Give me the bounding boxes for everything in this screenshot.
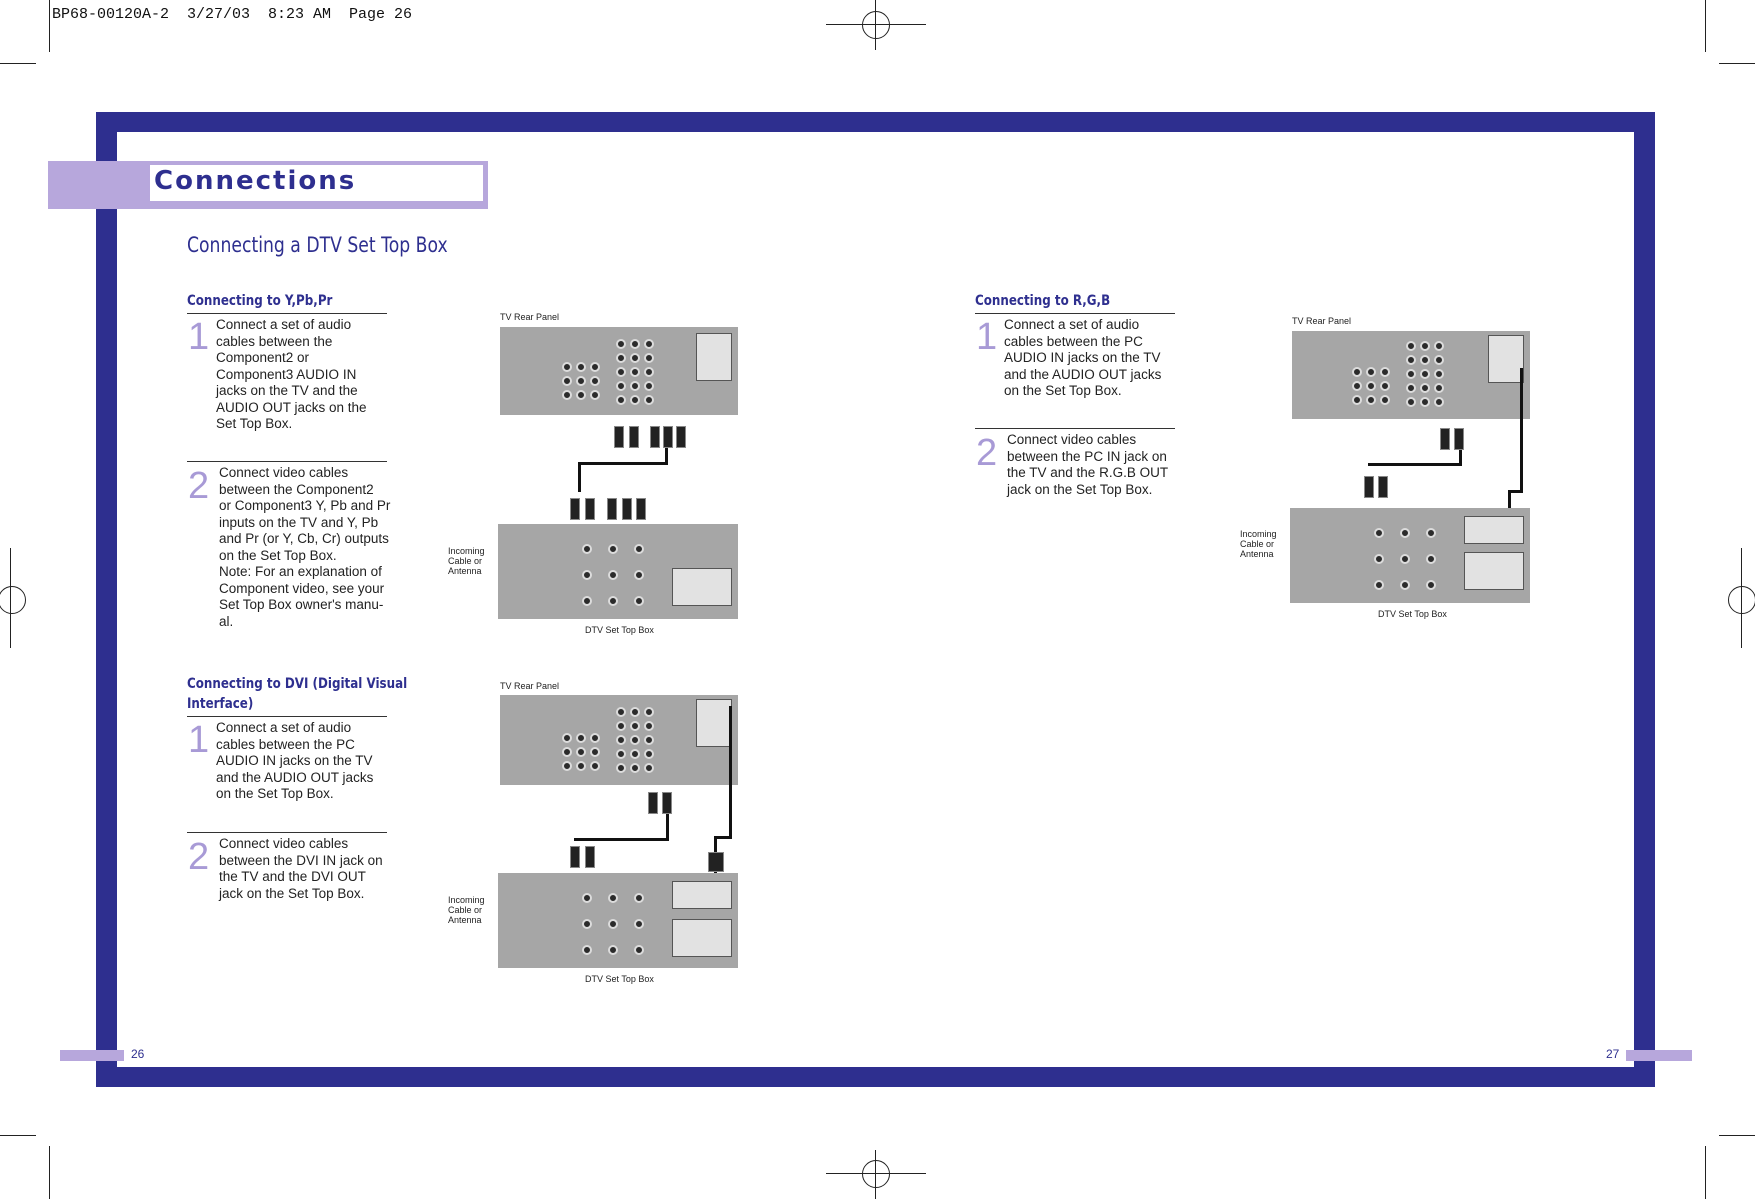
jack-group bbox=[562, 733, 600, 771]
crop-mark bbox=[1719, 1135, 1755, 1136]
crop-mark bbox=[826, 1173, 926, 1174]
dtv-set-top-box bbox=[498, 873, 738, 968]
monitor-output-block bbox=[672, 919, 732, 957]
divider bbox=[187, 832, 387, 833]
dvi-heading: Connecting to DVI (Digital Visual bbox=[187, 676, 408, 692]
jack-group bbox=[1374, 528, 1436, 590]
cable-plug bbox=[636, 498, 646, 520]
incoming-cable-label: Incoming Cable or Antenna bbox=[448, 546, 485, 576]
jack-group bbox=[1406, 341, 1444, 407]
incoming-cable-label: Incoming Cable or Antenna bbox=[448, 895, 485, 925]
step-number: 2 bbox=[188, 465, 210, 507]
cable-plug bbox=[676, 426, 686, 448]
pc-input-block bbox=[1488, 335, 1524, 383]
crop-mark bbox=[1705, 0, 1706, 52]
dvi-heading-continued: Interface) bbox=[187, 696, 254, 712]
dvi-output-block bbox=[1464, 516, 1524, 544]
cable-plug bbox=[622, 498, 632, 520]
tv-rear-panel-label: TV Rear Panel bbox=[1292, 316, 1352, 326]
crop-mark bbox=[875, 0, 876, 50]
divider bbox=[187, 716, 387, 717]
cable bbox=[1520, 368, 1523, 492]
cable bbox=[729, 706, 732, 836]
cable-plug bbox=[1440, 428, 1450, 450]
step-number: 1 bbox=[976, 316, 998, 358]
cable-plug bbox=[1378, 476, 1388, 498]
divider bbox=[187, 461, 387, 462]
cable-plug bbox=[650, 426, 660, 448]
cable bbox=[665, 448, 668, 464]
cable bbox=[1368, 463, 1462, 466]
cable bbox=[574, 838, 669, 841]
step-number: 1 bbox=[188, 316, 210, 358]
dtv-set-top-box-label: DTV Set Top Box bbox=[585, 974, 654, 984]
jack-group bbox=[1352, 367, 1390, 405]
step-number: 2 bbox=[188, 836, 210, 878]
incoming-cable-label: Incoming Cable or Antenna bbox=[1240, 529, 1277, 559]
cable-plug bbox=[648, 792, 658, 814]
dtv-set-top-box-label: DTV Set Top Box bbox=[1378, 609, 1447, 619]
page-tab-right bbox=[1626, 1050, 1692, 1061]
cable-plug bbox=[629, 426, 639, 448]
monitor-output-block bbox=[1464, 552, 1524, 590]
jack-group bbox=[616, 707, 654, 773]
cable-plug bbox=[570, 498, 580, 520]
registration-mark-icon bbox=[862, 11, 890, 39]
divider bbox=[975, 428, 1175, 429]
divider bbox=[187, 313, 387, 314]
dtv-set-top-box bbox=[1290, 508, 1530, 603]
tv-rear-panel-label: TV Rear Panel bbox=[500, 681, 560, 691]
cable-plug bbox=[585, 846, 595, 868]
page-title: Connecting a DTV Set Top Box bbox=[187, 233, 448, 257]
crop-mark bbox=[49, 0, 50, 52]
tv-rear-panel bbox=[1292, 331, 1530, 419]
dvi-connector bbox=[708, 852, 724, 872]
cable bbox=[578, 462, 668, 465]
crop-mark bbox=[1719, 63, 1755, 64]
crop-mark bbox=[826, 24, 926, 25]
jack-group bbox=[582, 893, 644, 955]
crop-mark bbox=[1705, 1146, 1706, 1199]
cable bbox=[666, 814, 669, 840]
cable bbox=[578, 462, 581, 492]
cable-plug bbox=[607, 498, 617, 520]
cable-plug bbox=[663, 426, 673, 448]
step-text: Connect a set of audio cables between the PC AUDIO IN jacks on the TV and the AUDIO OUT jacks on the Set Top Box. bbox=[1004, 317, 1162, 398]
pc-input-block bbox=[696, 699, 732, 747]
registration-mark-icon bbox=[862, 1160, 890, 1188]
registration-mark-icon bbox=[0, 586, 26, 614]
cable-plug bbox=[1454, 428, 1464, 450]
section-title: Connections bbox=[154, 166, 357, 196]
step-text: Connect video cables between the PC IN jack on the TV and the R.G.B OUT jack on the Set Top Box. bbox=[1007, 432, 1169, 497]
crop-mark bbox=[0, 63, 36, 64]
cable-plug bbox=[614, 426, 624, 448]
jack-group bbox=[562, 362, 600, 400]
page-tab-left bbox=[60, 1050, 124, 1061]
divider bbox=[975, 313, 1175, 314]
step-text: Connect a set of audio cables between the PC AUDIO IN jacks on the TV and the AUDIO OUT jacks on the Set Top Box. bbox=[216, 720, 374, 801]
step-text: Connect video cables between the DVI IN jack on the TV and the DVI OUT jack on the Set Top Box. bbox=[219, 836, 383, 901]
cable-plug bbox=[570, 846, 580, 868]
crop-mark bbox=[0, 1135, 36, 1136]
page-number-left: 26 bbox=[131, 1047, 145, 1061]
tv-rear-panel bbox=[500, 695, 738, 785]
cable-plug bbox=[585, 498, 595, 520]
rgb-heading: Connecting to R,G,B bbox=[975, 293, 1111, 309]
step-text: Connect video cables between the Component2 or Component3 Y, Pb and Pr inputs on the TV and Y, Pb and Pr (or Y, Cb, Cr) outputs on the Set Top Box. Note: For an explanation of Component video, see your Set Top Box owner's manu- al. bbox=[219, 465, 391, 629]
jack-group bbox=[616, 339, 654, 405]
crop-mark bbox=[1741, 548, 1742, 648]
step-number: 2 bbox=[976, 432, 998, 474]
pc-input-block bbox=[696, 333, 732, 381]
ypbpr-heading: Connecting to Y,Pb,Pr bbox=[187, 293, 333, 309]
monitor-output-block bbox=[672, 568, 732, 606]
cable bbox=[1459, 450, 1462, 465]
crop-mark bbox=[49, 1146, 50, 1199]
page-number-right: 27 bbox=[1606, 1047, 1620, 1061]
print-header: BP68-00120A-2 3/27/03 8:23 AM Page 26 bbox=[52, 6, 413, 23]
dtv-set-top-box-label: DTV Set Top Box bbox=[585, 625, 654, 635]
dtv-set-top-box bbox=[498, 524, 738, 619]
tv-rear-panel-label: TV Rear Panel bbox=[500, 312, 560, 322]
jack-group bbox=[582, 544, 644, 606]
dvi-output-block bbox=[672, 881, 732, 909]
step-text: Connect a set of audio cables between the Component2 or Component3 AUDIO IN jacks on the TV and the AUDIO OUT jacks on the Set Top Box. bbox=[216, 317, 367, 431]
cable-plug bbox=[1364, 476, 1374, 498]
crop-mark bbox=[875, 1150, 876, 1199]
step-number: 1 bbox=[188, 719, 210, 761]
cable-plug bbox=[662, 792, 672, 814]
crop-mark bbox=[10, 548, 11, 648]
tv-rear-panel bbox=[500, 327, 738, 415]
